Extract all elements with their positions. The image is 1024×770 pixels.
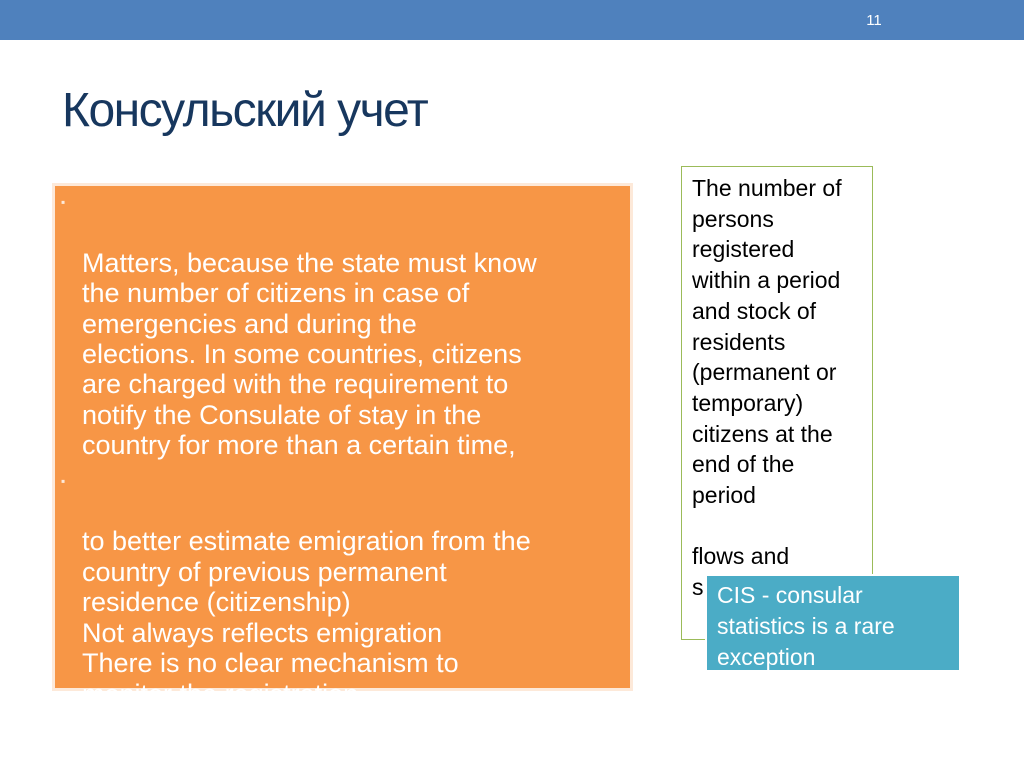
bullet-text: to better estimate emigration from the country of previous permanent residence (citizenship) Not always reflects emigration There is no clear mechanism to monitor the registration In many countries – voluntary registration bbox=[82, 526, 531, 770]
bullet-icon: ▪ bbox=[61, 473, 66, 488]
callout-text: CIS - consular statistics is a rare exception bbox=[717, 582, 895, 670]
bullet-item bbox=[55, 187, 630, 461]
bullet-icon: ▪ bbox=[61, 195, 66, 209]
side-note-text: The number of persons registered within a period and stock of residents (permanent or temporary) citizens at the end of the period flows and s bbox=[692, 175, 842, 601]
callout-box bbox=[705, 574, 961, 672]
content-box bbox=[55, 186, 630, 770]
bullet-item bbox=[55, 466, 630, 770]
slide-number: 11 bbox=[866, 12, 882, 29]
bullet-text: Matters, because the state must know the number of citizens in case of emergencies and during the elections. In some countries, citizens are charged with the requirement to notify the Consulate of stay in the country for more than a certain time, bbox=[82, 247, 537, 461]
side-note-box bbox=[681, 166, 873, 640]
bullet-list bbox=[55, 186, 630, 770]
slide-title: Консульский учет bbox=[62, 84, 428, 137]
top-bar bbox=[0, 0, 1024, 40]
